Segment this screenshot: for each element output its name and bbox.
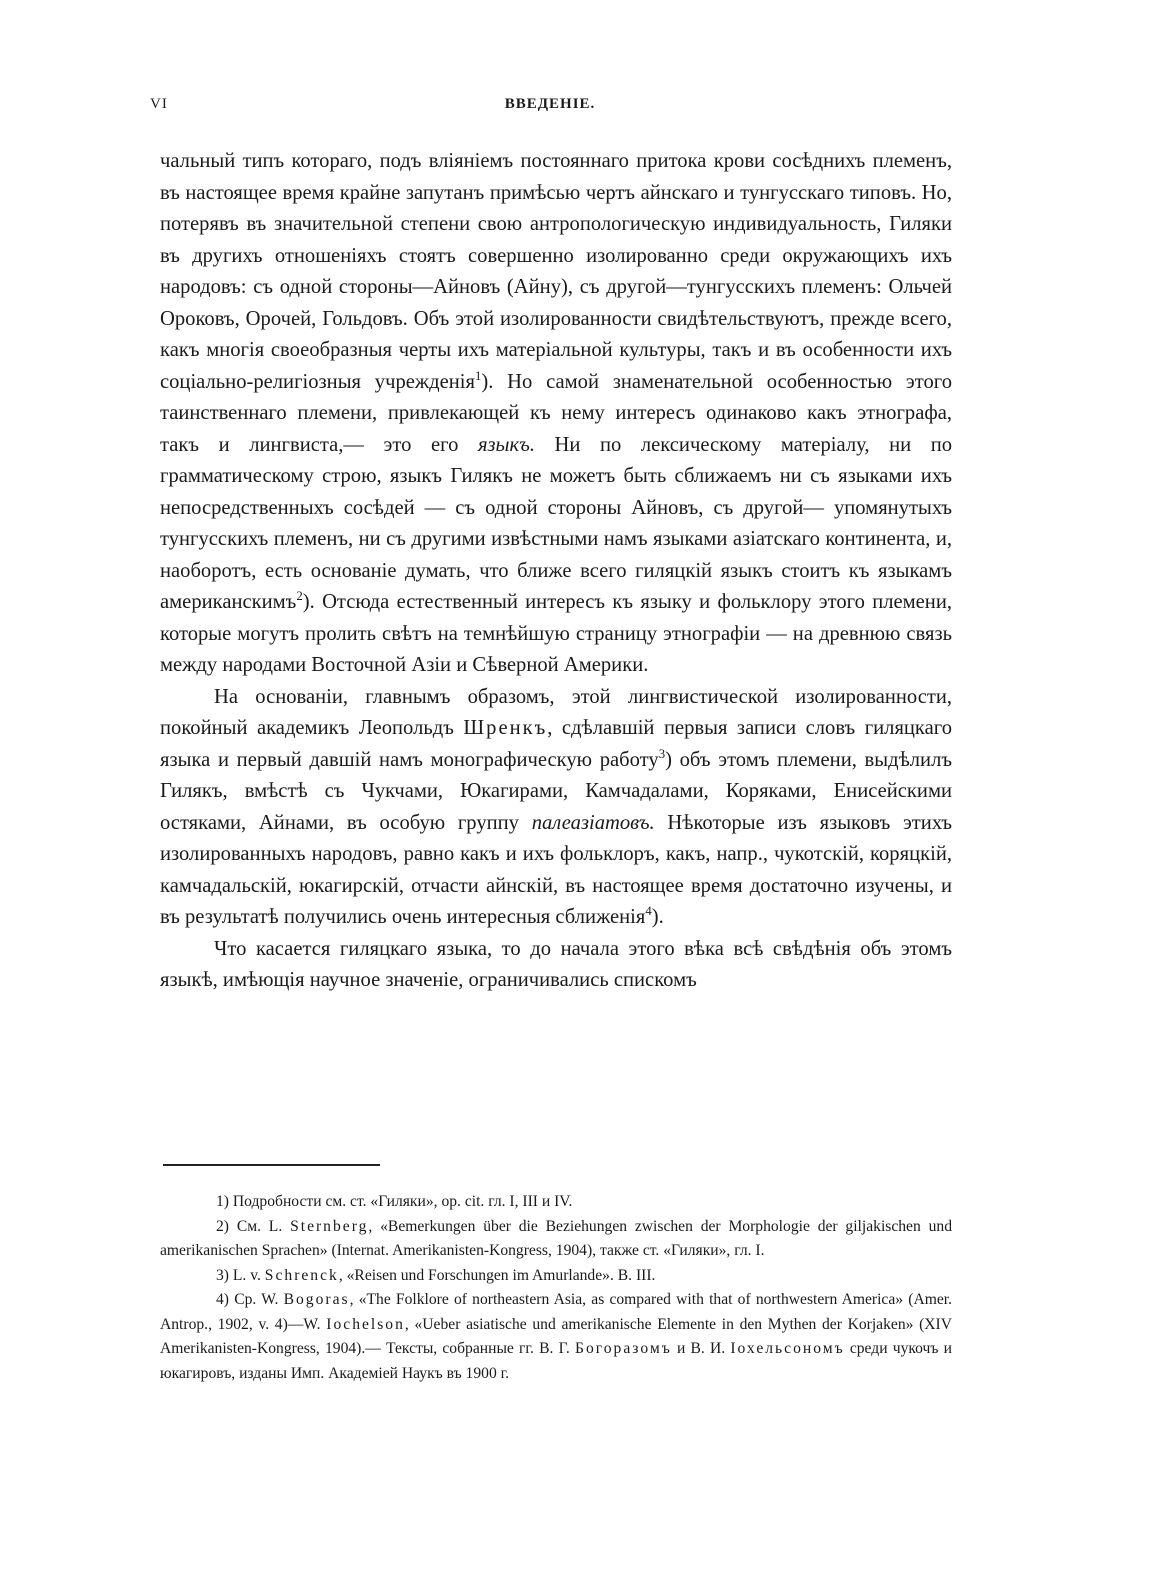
main-text	[160, 146, 952, 997]
spaced-name-schrenck-latin: Schrenck	[264, 1266, 339, 1284]
paragraph-1-text-b: ). Но самой знаменательной особенностью этого таинственнаго племени, привлекающей къ нему интересъ одинаково какъ этнографа, такъ и лингвиста,— это его	[160, 370, 952, 456]
paragraph-2	[160, 682, 952, 934]
paragraph-1	[160, 146, 952, 682]
spaced-name-sternberg: Sternberg	[290, 1217, 369, 1235]
spaced-name-bogoras: Bogoras	[283, 1291, 350, 1308]
footnote-3-text-c: , «Reisen und Forschungen im Amurlande». B. III.	[338, 1266, 656, 1284]
italic-word-language: языкъ.	[477, 433, 535, 456]
footnote-ref-1: 1	[474, 368, 482, 383]
spaced-name-schrenck: Шренкъ	[463, 717, 548, 739]
footnote-1: 1) Подробности см. ст. «Гиляки», op. cit. гл. I, III и IV.	[216, 1193, 573, 1210]
footnote-2-text-a: 2) См. L.	[216, 1217, 291, 1235]
footnote-4-text-g: и В. И.	[671, 1340, 731, 1357]
footnote-ref-3: 3	[658, 746, 666, 761]
footnote-4	[160, 1288, 952, 1386]
footnote-4-text-e: , «Ueber asiatische und amerikanische Elemente in den Mythen der Korjaken» (XIV Amerikanisten-Kongress, 1904).— Тексты, собранные гг. В. Г.	[160, 1315, 953, 1357]
footnote-4-text-c: , «The Folklore of northeastern Asia, as compared with that of northwestern America» (Amer. Antrop., 1902, v. 4)—W.	[160, 1291, 953, 1333]
paragraph-1-text-e: ). Отсюда естественный интересъ къ языку и фольклору этого племени, которые могутъ пролить свѣтъ на темнѣйшую страницу этнографіи — на древнюю связь между народами Восточной Азіи и Сѣверной Америки.	[160, 591, 952, 676]
footnote-2	[160, 1215, 952, 1264]
footnote-3	[160, 1264, 952, 1289]
page-number: VI	[150, 96, 168, 112]
paragraph-2-text-f: Нѣкоторые изъ языковъ этихъ изолированныхъ народовъ, равно какъ и ихъ фольклоръ, какъ, напр., чукотскій, коряцкій, камчадальскій, юкагирскій, отчасти айнскій, въ настоящее время достаточно изучены, и въ результатѣ получились очень интересныя сближенія	[160, 811, 952, 928]
italic-word-paleoasiatic: палеазіатовъ.	[531, 811, 655, 834]
paragraph-2-text-g: ).	[651, 906, 664, 928]
footnote-4-text-a: 4) Cp. W.	[216, 1291, 284, 1308]
footnote-ref-2: 2	[296, 589, 303, 604]
footnote-2-text-c: , «Bemerkungen über die Beziehungen zwischen der Morphologie der giljakischen und amerikanischen Sprachen» (Internat. Amerikanisten-Kongress, 1904), также ст. «Гиляки», гл. I.	[160, 1217, 952, 1259]
spaced-name-iokhelson: Іохельсономъ	[730, 1340, 845, 1357]
footnote-separator	[163, 1164, 380, 1166]
footnote-4-text-i: среди чукочъ и юкагировъ, изданы Имп. Академіей Наукъ въ 1900 г.	[160, 1340, 952, 1382]
paragraph-1-text-d: Ни по лексическому матеріалу, ни по грамматическому строю, языкъ Гилякъ не можетъ быть сближаемъ ни съ языками ихъ непосредственныхъ сосѣдей — съ одной стороны Айновъ, съ другой— упомянутыхъ тунгусскихъ племенъ, ни съ другими извѣстными намъ языками азіатскаго континента, и, наоборотъ, есть основаніе думать, что ближе всего гиляцкій языкъ стоитъ къ языкамъ американскимъ	[160, 433, 953, 613]
paragraph-2-text-a: На основаніи, главнымъ образомъ, этой лингвистической изолированности, покойный академикъ Леопольдъ	[160, 685, 952, 739]
running-head: ВВЕДЕНІЕ.	[504, 96, 596, 112]
paragraph-2-text-d: ) объ этомъ племени, выдѣлилъ Гилякъ, вмѣстѣ съ Чукчами, Юкагирами, Камчадалами, Коряками, Енисейскими остяками, Айнами, въ особую группу	[160, 748, 953, 834]
footnote-ref-4: 4	[645, 904, 652, 919]
paragraph-2-text-c: , сдѣлавшій первыя записи словъ гиляцкаго языка и первый давшій намъ монографическую работу	[160, 717, 952, 771]
paragraph-1-text-a: чальный типъ котораго, подъ вліяніемъ постояннаго притока крови сосѣднихъ племенъ, въ настоящее время крайне запутанъ примѣсью чертъ айнскаго и тунгусскаго типовъ. Но, потерявъ въ значительной степени свою антропологическую индивидуальность, Гиляки въ другихъ отношеніяхъ стоятъ совершенно изолированно среди окружающихъ ихъ народовъ: съ одной стороны—Айновъ (Айну), съ другой—тунгусскихъ племенъ: Ольчей Ороковъ, Орочей, Гольдовъ. Объ этой изолированности свидѣтельствуютъ, прежде всего, какъ многія своеобразныя черты ихъ матеріальной культуры, такъ и въ особенности ихъ соціально-религіозныя учрежденія	[160, 150, 952, 393]
page-header	[150, 96, 950, 120]
spaced-name-iochelson: Iochelson	[326, 1315, 405, 1333]
spaced-name-bogoraz: Богоразомъ	[574, 1340, 672, 1357]
paragraph-3: Что касается гиляцкаго языка, то до начала этого вѣка всѣ свѣдѣнія объ этомъ языкѣ, имѣющія научное значеніе, ограничивались спискомъ	[160, 937, 952, 991]
footnotes	[160, 1190, 952, 1386]
footnote-3-text-a: 3) L. v.	[216, 1266, 265, 1284]
